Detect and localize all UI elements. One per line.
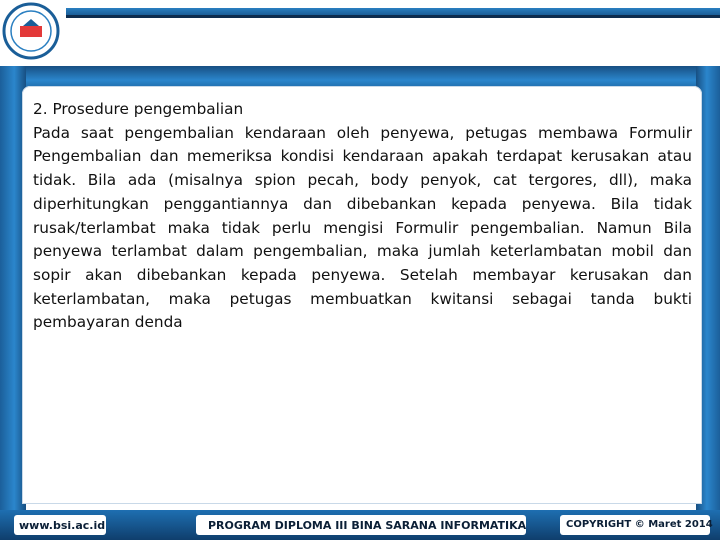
bsi-logo	[2, 2, 60, 60]
footer-copyright: COPYRIGHT © Maret 2014	[566, 519, 713, 530]
header-accent-line	[66, 15, 720, 18]
header-accent-bar	[66, 8, 720, 15]
slide-content	[22, 86, 702, 504]
footer-program: PROGRAM DIPLOMA III BINA SARANA INFORMATIKA	[208, 519, 527, 532]
slide-heading: 2. Prosedure pengembalian	[33, 100, 244, 118]
footer-website: www.bsi.ac.id	[19, 519, 106, 532]
slide-body: Pada saat pengembalian kendaraan oleh penyewa, petugas membawa Formulir Pengembalian dan memeriksa kondisi kendaraan apakah terdapat kerusakan atau tidak. Bila ada (misalnya spion pecah, body penyok, cat tergores, dll), maka diperhitungkan penggantiannya dan dibebankan kepada penyewa. Bila tidak rusak/terlambat maka tidak perlu mengisi Formulir pengembalian. Namun Bila penyewa terlambat dalam pengembalian, maka jumlah keterlambatan mobil dan sopir akan dibebankan kepada penyewa. Setelah membayar kerusakan dan keterlambatan, maka petugas membuatkan kwitansi sebagai tanda bukti pembayaran denda	[33, 123, 692, 332]
footer-bar	[0, 510, 720, 540]
slide-text	[33, 98, 692, 335]
